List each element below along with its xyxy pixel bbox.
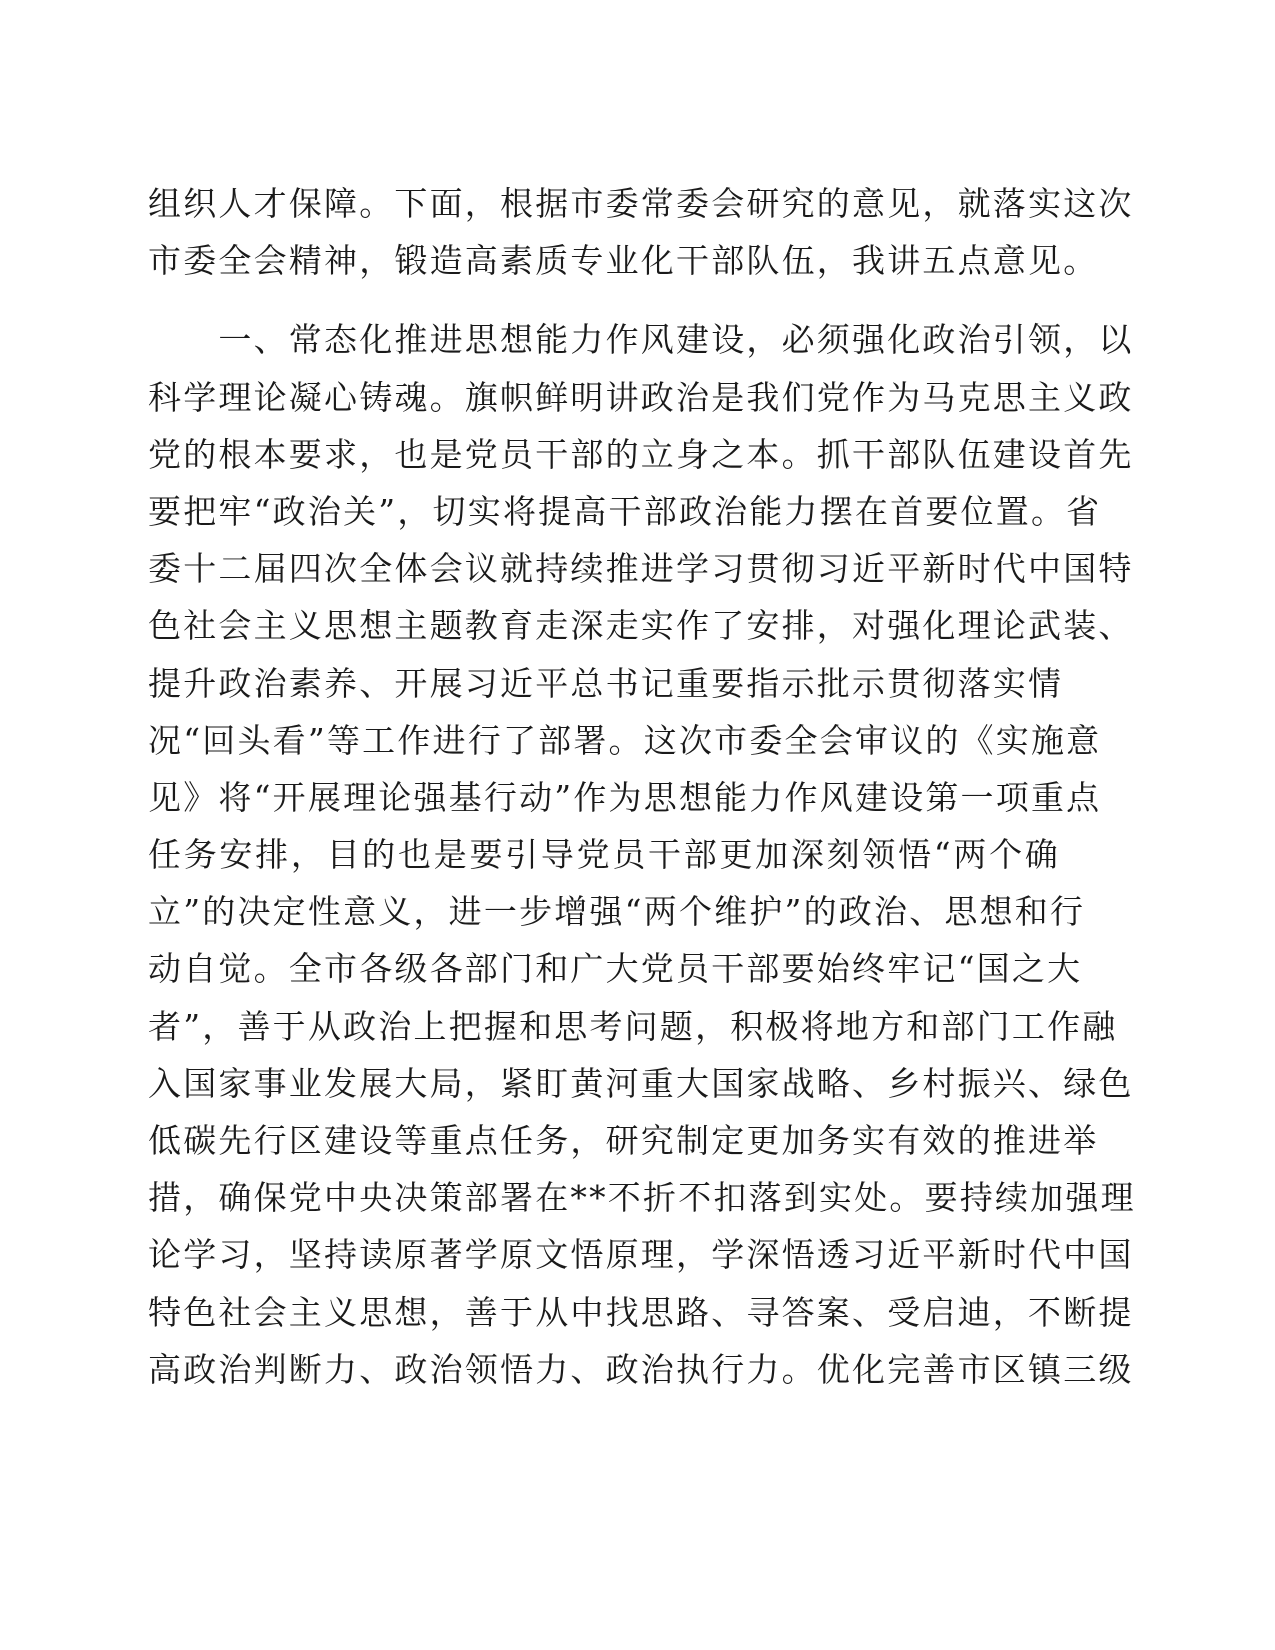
text-line: 要把牢“政治关”，切实将提高干部政治能力摆在首要位置。省 <box>148 491 1102 531</box>
text-line: 任务安排，目的也是要引导党员干部更加深刻领悟“两个确 <box>148 835 1060 875</box>
text-line: 党的根本要求，也是党员干部的立身之本。抓干部队伍建设首先 <box>148 434 1134 474</box>
text-line: 见》将“开展理论强基行动”作为思想能力作风建设第一项重点 <box>148 777 1102 817</box>
paragraph-1 <box>148 175 1134 289</box>
paragraph-2 <box>148 311 1136 1398</box>
text-line: 特色社会主义思想，善于从中找思路、寻答案、受启迪，不断提 <box>148 1292 1134 1332</box>
text-line: 委十二届四次全体会议就持续推进学习贯彻习近平新时代中国特 <box>148 549 1134 589</box>
text-line: 者”，善于从政治上把握和思考问题，积极将地方和部门工作融 <box>148 1006 1118 1046</box>
text-line: 高政治判断力、政治领悟力、政治执行力。优化完善市区镇三级 <box>148 1349 1134 1389</box>
text-line: 一、常态化推进思想能力作风建设，必须强化政治引领，以 <box>148 320 1134 360</box>
text-line: 况“回头看”等工作进行了部署。这次市委全会审议的《实施意 <box>148 720 1102 760</box>
text-line: 提升政治素养、开展习近平总书记重要指示批示贯彻落实情 <box>148 663 1064 703</box>
text-line: 色社会主义思想主题教育走深走实作了安排，对强化理论武装、 <box>148 606 1134 646</box>
text-line: 动自觉。全市各级各部门和广大党员干部要始终牢记“国之大 <box>148 949 1083 989</box>
text-line: 措，确保党中央决策部署在**不折不扣落到实处。要持续加强理 <box>148 1178 1136 1218</box>
text-line: 立”的决定性意义，进一步增强“两个维护”的政治、思想和行 <box>148 892 1086 932</box>
text-line: 入国家事业发展大局，紧盯黄河重大国家战略、乡村振兴、绿色 <box>148 1063 1134 1103</box>
document-body <box>148 175 1136 1398</box>
text-line: 市委全会精神，锻造高素质专业化干部队伍，我讲五点意见。 <box>148 241 1099 281</box>
text-line: 组织人才保障。下面，根据市委常委会研究的意见，就落实这次 <box>148 184 1134 223</box>
paragraph-spacer <box>148 289 1060 311</box>
text-line: 科学理论凝心铸魂。旗帜鲜明讲政治是我们党作为马克思主义政 <box>148 377 1134 417</box>
text-line: 低碳先行区建设等重点任务，研究制定更加务实有效的推进举 <box>148 1121 1099 1160</box>
text-line: 论学习，坚持读原著学原文悟原理，学深悟透习近平新时代中国 <box>148 1235 1134 1275</box>
